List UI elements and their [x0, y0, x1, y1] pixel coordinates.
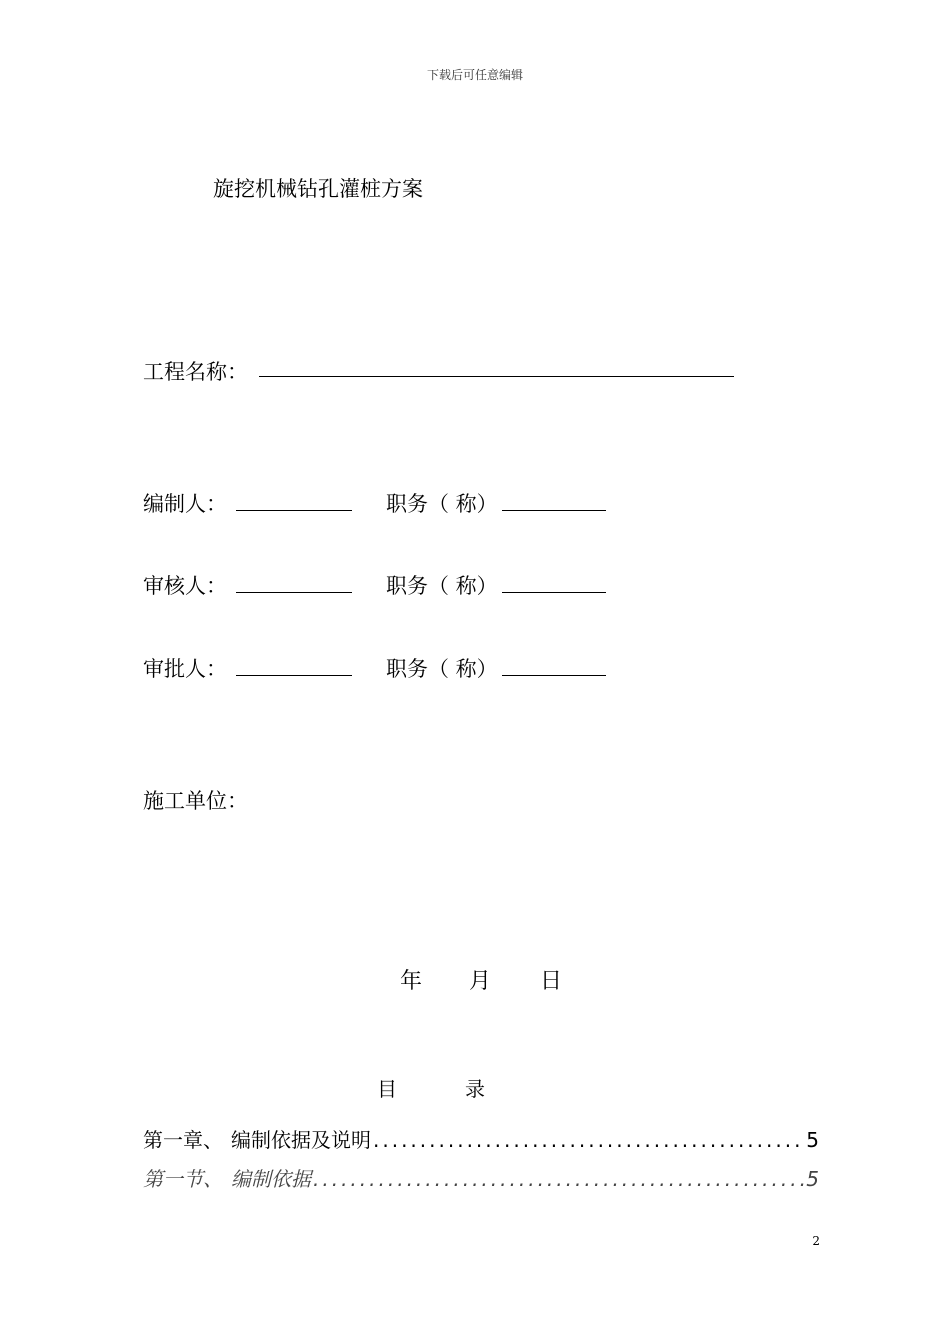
reviewer-blank[interactable] — [236, 592, 352, 593]
approver-label: 审批人： — [143, 657, 227, 681]
date-year: 年 — [400, 969, 423, 994]
date-month: 月 — [469, 969, 492, 994]
document-title: 旋挖机械钻孔灌桩方案 — [213, 177, 423, 201]
toc-entry-page: 5 — [806, 1128, 819, 1152]
date-day: 日 — [540, 969, 563, 994]
reviewer-label: 审核人： — [143, 574, 227, 598]
compiler-title-blank[interactable] — [502, 510, 606, 511]
toc-entry-page: 5 — [806, 1167, 819, 1191]
compiler-blank[interactable] — [236, 510, 352, 511]
toc-title-char-1: 目 — [377, 1077, 397, 1101]
page-number: 2 — [812, 1234, 820, 1248]
toc-leader-dots — [373, 1128, 804, 1152]
toc-leader-dots — [313, 1167, 804, 1191]
toc-entry-chapter-1[interactable] — [143, 1124, 819, 1153]
construction-unit-label: 施工单位： — [143, 789, 248, 813]
approver-blank[interactable] — [236, 675, 352, 676]
approver-title-label: 职务（ 称） — [386, 657, 498, 681]
compiler-title-label: 职务（ 称） — [386, 492, 498, 516]
toc-entry-number: 第一章、 — [143, 1128, 223, 1152]
reviewer-title-label: 职务（ 称） — [386, 574, 498, 598]
compiler-label: 编制人： — [143, 492, 227, 516]
page-header: 下载后可任意编辑 — [426, 68, 523, 82]
project-name-blank[interactable] — [259, 376, 734, 377]
toc-title-char-2: 录 — [465, 1077, 485, 1101]
toc-entry-section-1[interactable] — [143, 1163, 819, 1192]
toc-entry-text: 编制依据 — [231, 1167, 311, 1191]
toc-entry-number: 第一节、 — [143, 1167, 223, 1191]
toc-entry-text: 编制依据及说明 — [231, 1128, 371, 1152]
project-name-label: 工程名称： — [143, 360, 248, 384]
approver-title-blank[interactable] — [502, 675, 606, 676]
reviewer-title-blank[interactable] — [502, 592, 606, 593]
